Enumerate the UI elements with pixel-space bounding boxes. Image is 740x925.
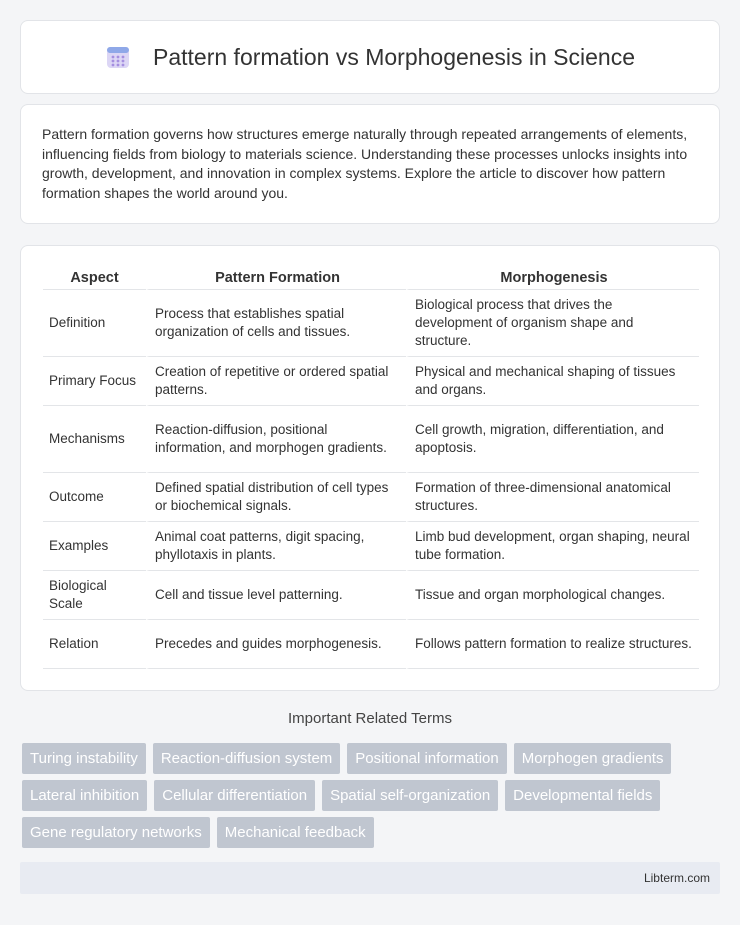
row-morphogenesis: Limb bud development, organ shaping, neural tube formation. xyxy=(406,522,699,571)
row-pattern-formation: Creation of repetitive or ordered spatial patterns. xyxy=(146,357,406,406)
row-morphogenesis: Formation of three-dimensional anatomical structures. xyxy=(406,473,699,522)
row-pattern-formation: Reaction-diffusion, positional information, and morphogen gradients. xyxy=(146,406,406,473)
row-aspect: Outcome xyxy=(43,473,146,522)
intro-text: Pattern formation governs how structures emerge naturally through repeated arrangements of elements, influencing fields from biology to materials science. Understanding these processes unlocks insights into growth, development, and innovation in complex systems. Explore the article to discover how pattern formation shapes the world around you. xyxy=(42,126,688,201)
calendar-grid-icon xyxy=(105,44,131,70)
table-row xyxy=(43,357,699,406)
table-row xyxy=(43,406,699,473)
term-tag[interactable]: Positional information xyxy=(347,743,506,774)
term-tag[interactable]: Turing instability xyxy=(22,743,146,774)
intro-card xyxy=(20,104,720,224)
header-card xyxy=(20,20,720,94)
row-aspect: Definition xyxy=(43,290,146,357)
row-aspect: Mechanisms xyxy=(43,406,146,473)
footer-site-link[interactable]: Libterm.com xyxy=(643,871,710,885)
term-tag[interactable]: Morphogen gradients xyxy=(514,743,672,774)
row-pattern-formation: Cell and tissue level patterning. xyxy=(146,571,406,620)
term-tag[interactable]: Cellular differentiation xyxy=(154,780,315,811)
term-tag[interactable]: Developmental fields xyxy=(505,780,660,811)
comparison-card xyxy=(20,245,720,691)
row-aspect: Biological Scale xyxy=(43,571,146,620)
term-tag[interactable]: Mechanical feedback xyxy=(217,817,374,848)
footer xyxy=(20,862,720,894)
row-morphogenesis: Physical and mechanical shaping of tissues and organs. xyxy=(406,357,699,406)
table-header-row xyxy=(43,266,699,290)
term-tag[interactable]: Gene regulatory networks xyxy=(22,817,210,848)
row-morphogenesis: Biological process that drives the development of organism shape and structure. xyxy=(406,290,699,357)
header-aspect: Aspect xyxy=(43,266,146,290)
term-tag[interactable]: Spatial self-organization xyxy=(322,780,498,811)
related-terms-title: Important Related Terms xyxy=(288,710,452,727)
row-aspect: Examples xyxy=(43,522,146,571)
row-aspect: Relation xyxy=(43,620,146,669)
table-row xyxy=(43,522,699,571)
table-row xyxy=(43,620,699,669)
table-row xyxy=(43,473,699,522)
related-terms-list xyxy=(22,743,722,854)
comparison-table xyxy=(43,266,699,669)
row-pattern-formation: Precedes and guides morphogenesis. xyxy=(146,620,406,669)
table-row xyxy=(43,290,699,357)
header-morphogenesis: Morphogenesis xyxy=(406,266,699,290)
table-row xyxy=(43,571,699,620)
row-pattern-formation: Process that establishes spatial organization of cells and tissues. xyxy=(146,290,406,357)
row-morphogenesis: Cell growth, migration, differentiation, and apoptosis. xyxy=(406,406,699,473)
page-title: Pattern formation vs Morphogenesis in Science xyxy=(153,43,635,70)
header-pattern-formation: Pattern Formation xyxy=(146,266,406,290)
row-morphogenesis: Tissue and organ morphological changes. xyxy=(406,571,699,620)
row-aspect: Primary Focus xyxy=(43,357,146,406)
row-morphogenesis: Follows pattern formation to realize structures. xyxy=(406,620,699,669)
row-pattern-formation: Animal coat patterns, digit spacing, phyllotaxis in plants. xyxy=(146,522,406,571)
term-tag[interactable]: Reaction-diffusion system xyxy=(153,743,340,774)
row-pattern-formation: Defined spatial distribution of cell types or biochemical signals. xyxy=(146,473,406,522)
term-tag[interactable]: Lateral inhibition xyxy=(22,780,147,811)
